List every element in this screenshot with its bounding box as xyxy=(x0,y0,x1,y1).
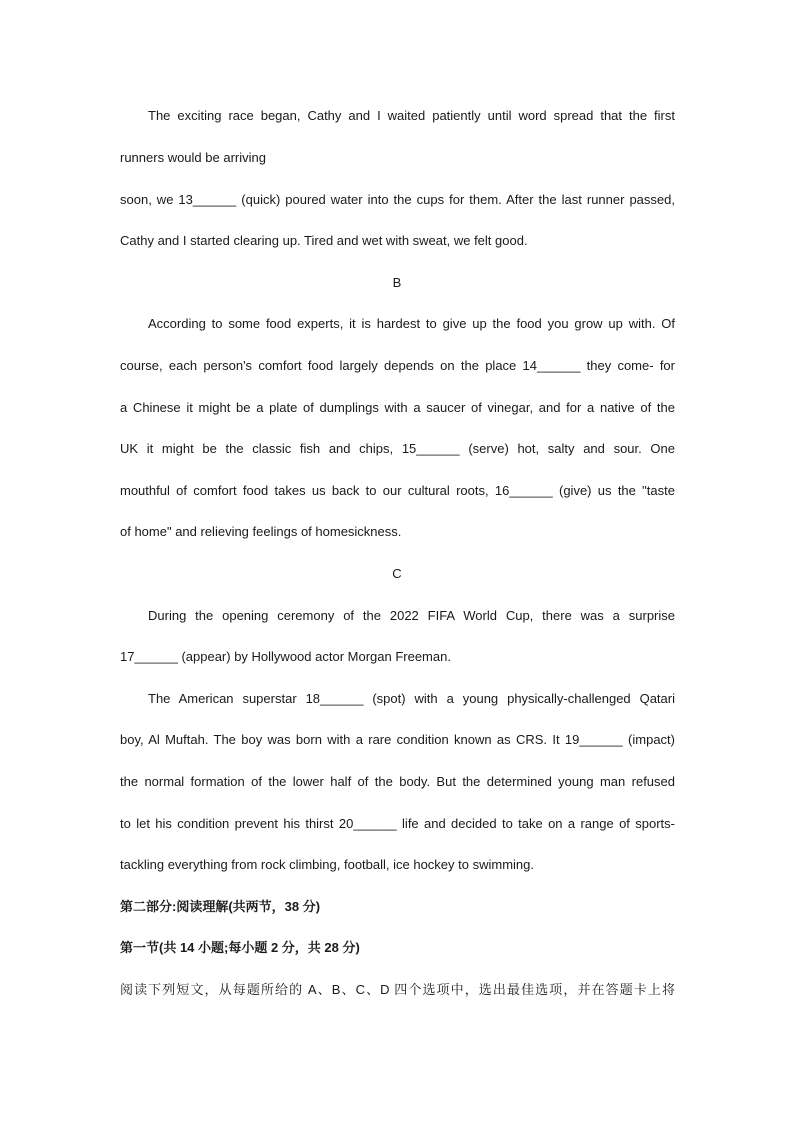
paragraph-b-line-3: a Chinese it might be a plate of dumplings with a saucer of vinegar, and for a native of the xyxy=(120,400,675,415)
paragraph-b-line-4: UK it might be the classic fish and chips, 15______ (serve) hot, salty and sour. One xyxy=(120,441,675,456)
paragraph-a-line-1: The exciting race began, Cathy and I waited patiently until word spread that the first xyxy=(148,108,675,123)
paragraph-c-line-7: tackling everything from rock climbing, football, ice hockey to swimming. xyxy=(120,857,534,872)
paragraph-c-line-3: The American superstar 18______ (spot) with a young physically-challenged Qatari xyxy=(148,691,675,706)
paragraph-a-line-3: soon, we 13______ (quick) poured water into the cups for them. After the last runner passed, xyxy=(120,192,675,207)
part-two-heading: 第二部分:阅读理解(共两节，38 分) xyxy=(120,899,321,914)
section-c-heading: C xyxy=(392,566,402,581)
paragraph-c-line-2: 17______ (appear) by Hollywood actor Morgan Freeman. xyxy=(120,649,451,664)
paragraph-c-line-6: to let his condition prevent his thirst 20______ life and decided to take on a range of sports- xyxy=(120,816,675,831)
paragraph-a-line-4: Cathy and I started clearing up. Tired and wet with sweat, we felt good. xyxy=(120,233,528,248)
paragraph-c-line-4: boy, Al Muftah. The boy was born with a rare condition known as CRS. It 19______ (impact) xyxy=(120,732,675,747)
paragraph-a-line-2: runners would be arriving xyxy=(120,150,266,165)
section-b-heading: B xyxy=(392,275,402,290)
instructions-text: 阅读下列短文，从每题所给的 A、B、C、D 四个选项中，选出最佳选项，并在答题卡上将 xyxy=(120,982,675,997)
paragraph-c-line-1: During the opening ceremony of the 2022 FIFA World Cup, there was a surprise xyxy=(148,608,675,623)
paragraph-b-line-6: of home" and relieving feelings of homesickness. xyxy=(120,524,402,539)
section-one-heading: 第一节(共 14 小题;每小题 2 分，共 28 分) xyxy=(120,940,360,955)
paragraph-b-line-2: course, each person's comfort food largely depends on the place 14______ they come- for xyxy=(120,358,675,373)
paragraph-c-line-5: the normal formation of the lower half of the body. But the determined young man refused xyxy=(120,774,675,789)
paragraph-b-line-5: mouthful of comfort food takes us back to our cultural roots, 16______ (give) us the "taste xyxy=(120,483,675,498)
paragraph-b-line-1: According to some food experts, it is hardest to give up the food you grow up with. Of xyxy=(148,316,675,331)
